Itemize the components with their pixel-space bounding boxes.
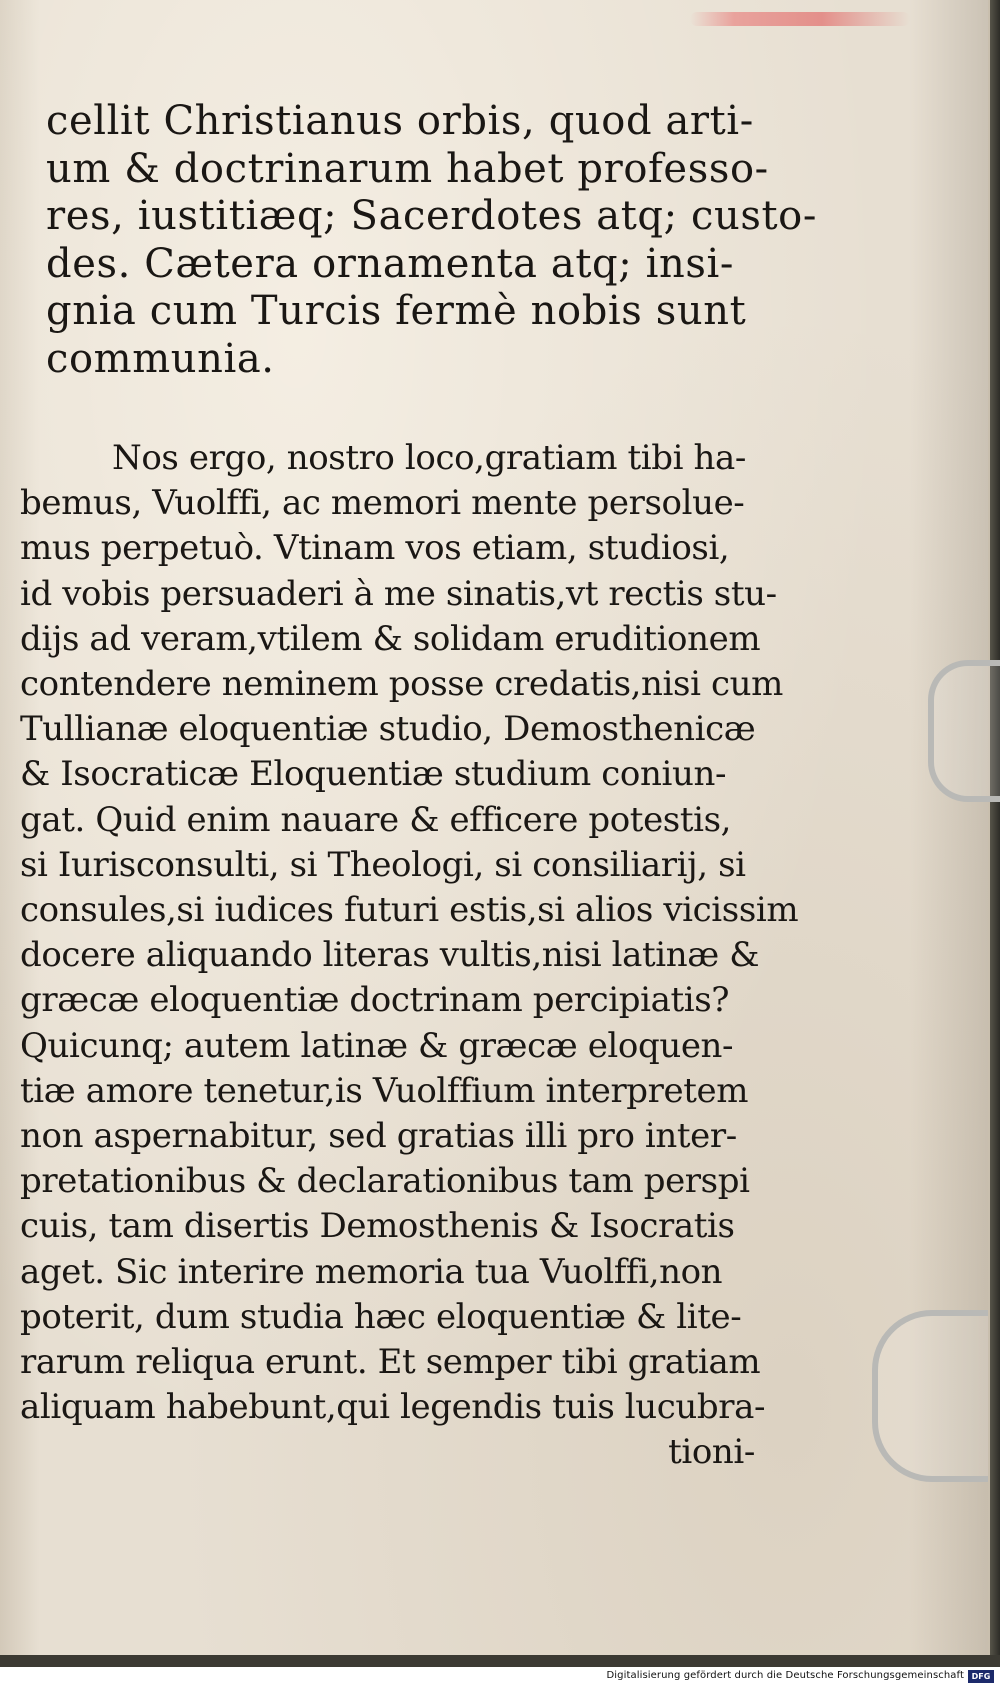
text-line: græcæ eloquentiæ doctrinam percipiatis? xyxy=(20,980,730,1021)
text-line: rarum reliqua erunt. Et semper tibi gratiam xyxy=(20,1342,761,1383)
text-line: pretationibus & declarationibus tam perspi xyxy=(20,1161,750,1202)
text-line: bemus, Vuolffi, ac memori mente persolue- xyxy=(20,483,745,524)
dfg-logo: DFG xyxy=(968,1670,994,1683)
text-line: gnia cum Turcis fermè nobis sunt xyxy=(46,288,747,334)
text-line: Tullianæ eloquentiæ studio, Demosthenicæ xyxy=(20,709,756,750)
text-line: id vobis persuaderi à me sinatis,vt rectis stu- xyxy=(20,573,777,614)
text-line: um & doctrinarum habet professo- xyxy=(46,145,769,192)
text-line: res, iustitiæq; Sacerdotes atq; custo- xyxy=(46,193,817,239)
text-line: dijs ad veram,vtilem & solidam eruditionem xyxy=(20,618,761,659)
text-line: Quicunq; autem latinæ & græcæ eloquen- xyxy=(20,1025,734,1066)
text-line: aliquam habebunt,qui legendis tuis lucubra- xyxy=(20,1387,766,1428)
paragraph-1 xyxy=(46,98,817,383)
text-line: Nos ergo, nostro loco,gratiam tibi ha- xyxy=(112,438,746,478)
text-line: communia. xyxy=(46,335,275,382)
text-line: contendere neminem posse credatis,nisi cum xyxy=(20,664,783,705)
text-line: tiæ amore tenetur,is Vuolffium interpretem xyxy=(20,1070,749,1111)
text-line: consules,si iudices futuri estis,si alios vicissim xyxy=(20,890,799,931)
paragraph-2 xyxy=(20,436,798,1476)
red-stain-mark xyxy=(690,12,910,26)
text-line: aget. Sic interire memoria tua Vuolffi,non xyxy=(20,1251,723,1292)
text-line: docere aliquando literas vultis,nisi latinæ & xyxy=(20,935,760,976)
text-line: & Isocraticæ Eloquentiæ studium coniun- xyxy=(20,754,727,795)
catchword: tioni- xyxy=(668,1432,755,1473)
text-line: non aspernabitur, sed gratias illi pro inter- xyxy=(20,1116,737,1157)
text-line: des. Cætera ornamenta atq; insi- xyxy=(46,240,734,287)
page-clip xyxy=(872,1310,988,1482)
text-line: gat. Quid enim nauare & efficere potestis, xyxy=(20,799,732,840)
footer-credit: Digitalisierung gefördert durch die Deutsche Forschungsgemeinschaft xyxy=(606,1670,964,1681)
text-line: cuis, tam disertis Demosthenis & Isocratis xyxy=(20,1206,735,1247)
page-clip xyxy=(928,660,1000,802)
text-line: poterit, dum studia hæc eloquentiæ & lite- xyxy=(20,1296,742,1337)
text-line: cellit Christianus orbis, quod arti- xyxy=(46,98,754,144)
text-line: mus perpetuò. Vtinam vos etiam, studiosi, xyxy=(20,528,730,569)
footer-bar xyxy=(0,1667,1000,1687)
text-line: si Iurisconsulti, si Theologi, si consiliarij, si xyxy=(20,844,746,885)
book-bottom-edge xyxy=(0,1655,1000,1667)
